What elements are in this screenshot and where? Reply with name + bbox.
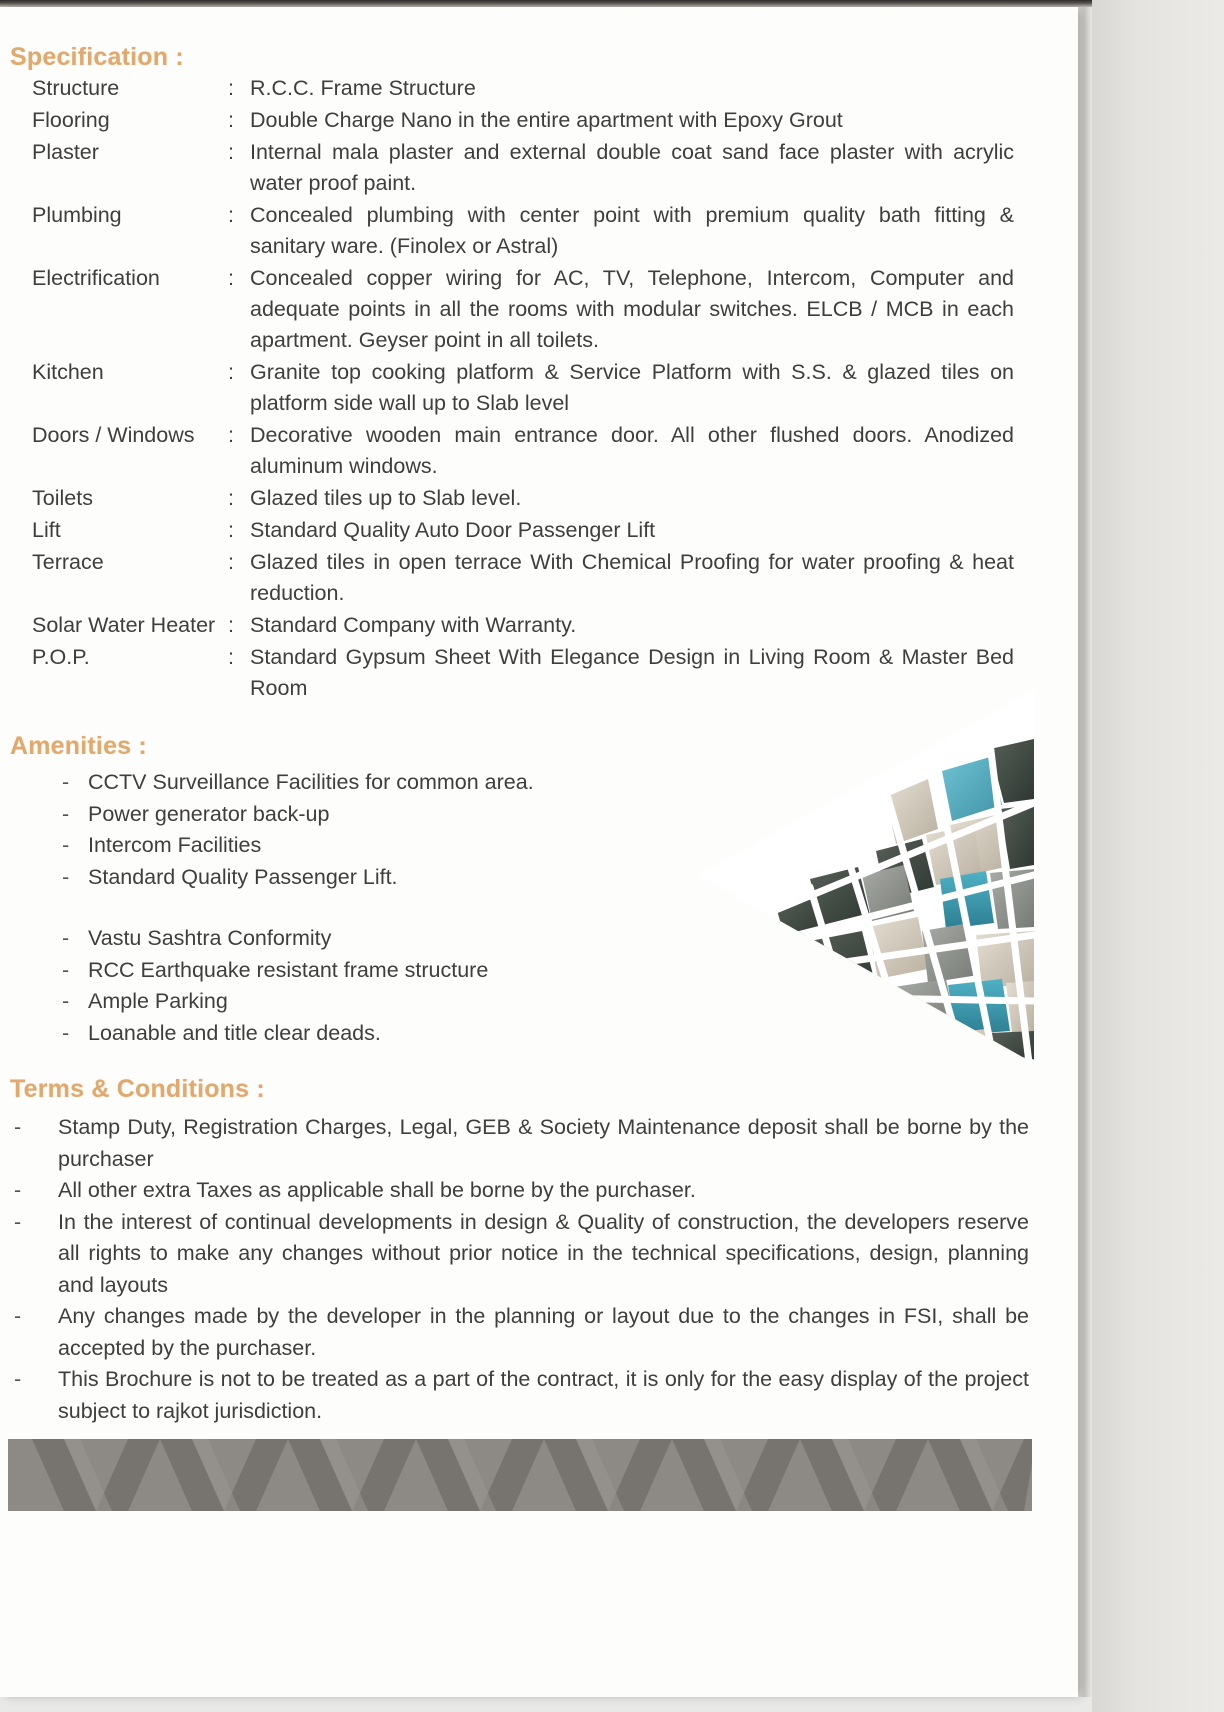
spec-colon: :: [228, 423, 234, 447]
scanner-top-shadow: [0, 0, 1224, 7]
bullet-dash: -: [14, 1304, 22, 1328]
table-row: [10, 136, 1020, 199]
spec-colon: :: [228, 645, 234, 669]
spec-colon: :: [228, 108, 234, 132]
bullet-dash: -: [62, 1020, 70, 1045]
bullet-dash: -: [14, 1367, 22, 1391]
spec-label: Doors / Windows: [32, 423, 195, 447]
list-item: [10, 923, 650, 955]
list-item-label: Ample Parking: [88, 989, 228, 1013]
list-item-label: Any changes made by the developer in the planning or layout due to the changes in FSI, shall be accepted by the purchaser.: [58, 1304, 1029, 1360]
table-row: [10, 104, 1020, 136]
bullet-dash: -: [62, 957, 70, 982]
bullet-dash: -: [62, 801, 70, 826]
footer-chevron-band: [8, 1439, 1032, 1511]
list-item-label: Loanable and title clear deads.: [88, 1020, 381, 1045]
list-item: [10, 1018, 650, 1050]
list-item: [10, 767, 650, 799]
spec-label: P.O.P.: [32, 645, 90, 669]
specification-section: [10, 43, 1050, 704]
list-item-label: This Brochure is not to be treated as a part of the contract, it is only for the easy display of the project subject to rajkot jurisdiction.: [58, 1367, 1029, 1423]
table-row: [10, 72, 1020, 104]
table-row: [10, 419, 1020, 482]
spec-label: Structure: [32, 76, 120, 100]
table-row: [10, 546, 1020, 609]
spec-label: Flooring: [32, 108, 110, 132]
bullet-dash: -: [62, 833, 70, 857]
table-row: [10, 609, 1020, 641]
bullet-dash: -: [62, 926, 70, 950]
spec-value: Glazed tiles in open terrace With Chemical Proofing for water proofing & heat reduction.: [250, 550, 1014, 605]
list-gap: [10, 893, 650, 923]
spec-colon: :: [228, 613, 234, 637]
spec-colon: :: [228, 486, 234, 510]
list-item-label: All other extra Taxes as applicable shall be borne by the purchaser.: [58, 1178, 696, 1202]
spec-value: Standard Quality Auto Door Passenger Lift: [250, 518, 656, 542]
spec-colon: :: [228, 360, 234, 384]
list-item: [10, 1207, 1055, 1302]
spec-value: Granite top cooking platform & Service Platform with S.S. & glazed tiles on platform side wall up to Slab level: [250, 360, 1014, 415]
table-row: [10, 641, 1020, 704]
list-item: [10, 1112, 1055, 1175]
list-item: [10, 1175, 1055, 1207]
spec-colon: :: [228, 550, 234, 574]
list-item-label: Intercom Facilities: [88, 833, 262, 857]
spec-colon: :: [228, 266, 234, 290]
terms-list: [10, 1112, 1055, 1427]
spec-value: Internal mala plaster and external double coat sand face plaster with acrylic water proof paint.: [250, 140, 1014, 195]
brochure-page: [0, 7, 1078, 1697]
spec-label: Plaster: [32, 140, 99, 164]
specification-table: [10, 72, 1020, 704]
scan-background-gutter: [1092, 0, 1224, 1712]
chevron-pattern: [8, 1439, 1032, 1511]
spec-colon: :: [228, 140, 234, 164]
list-item-label: CCTV Surveillance Facilities for common area.: [88, 770, 534, 794]
spec-label: Toilets: [32, 486, 93, 510]
list-item-label: Vastu Sashtra Conformity: [88, 926, 332, 950]
table-row: [10, 199, 1020, 262]
spec-value: Double Charge Nano in the entire apartment with Epoxy Grout: [250, 108, 843, 132]
spec-label: Kitchen: [32, 360, 104, 384]
terms-and-conditions-section: [10, 1075, 1055, 1427]
list-item: [10, 1364, 1055, 1427]
list-item: [10, 986, 650, 1018]
spec-label: Terrace: [32, 550, 104, 574]
bullet-dash: -: [14, 1178, 22, 1202]
amenities-list: [10, 767, 650, 1049]
spec-label: Electrification: [32, 266, 160, 290]
list-item-label: Power generator back-up: [88, 801, 330, 826]
spec-value: R.C.C. Frame Structure: [250, 76, 476, 100]
fragmented-triangle-photo-collage: [690, 679, 1040, 1079]
list-item: [10, 1301, 1055, 1364]
spec-value: Glazed tiles up to Slab level.: [250, 486, 522, 510]
spec-value: Standard Company with Warranty.: [250, 613, 577, 637]
table-row: [10, 356, 1020, 419]
list-item-label: In the interest of continual developments in design & Quality of construction, the developers reserve all rights to make any changes without prior notice in the technical specifications, design, planning and layouts: [58, 1209, 1029, 1297]
spec-label: Lift: [32, 518, 61, 542]
list-item: [10, 799, 650, 831]
spec-value: Concealed copper wiring for AC, TV, Telephone, Intercom, Computer and adequate points in all the rooms with modular switches. ELCB / MCB in each apartment. Geyser point in all toilets.: [250, 266, 1014, 352]
collage-svg: [690, 679, 1040, 1079]
page-content: [0, 7, 1078, 1697]
bullet-dash: -: [14, 1115, 22, 1139]
bullet-dash: -: [62, 989, 70, 1013]
spec-value: Concealed plumbing with center point with premium quality bath fitting & sanitary ware. (Finolex or Astral): [250, 203, 1014, 258]
table-row: [10, 482, 1020, 514]
amenities-section: [10, 732, 650, 1049]
bullet-dash: -: [62, 864, 70, 889]
spec-value: Decorative wooden main entrance door. All other flushed doors. Anodized aluminum windows.: [250, 423, 1014, 478]
list-item: [10, 830, 650, 862]
spec-colon: :: [228, 518, 234, 542]
list-item: [10, 955, 650, 987]
spec-value: Standard Gypsum Sheet With Elegance Design in Living Room & Master Bed Room: [250, 645, 1014, 700]
bullet-dash: -: [14, 1209, 22, 1234]
list-item-label: Standard Quality Passenger Lift.: [88, 864, 398, 889]
spec-colon: :: [228, 203, 234, 227]
spec-colon: :: [228, 76, 234, 100]
spec-label: Plumbing: [32, 203, 122, 227]
terms-heading: Terms & Conditions :: [10, 1075, 265, 1103]
list-item-label: RCC Earthquake resistant frame structure: [88, 957, 489, 982]
table-row: [10, 262, 1020, 356]
bullet-dash: -: [62, 770, 70, 794]
list-item: [10, 862, 650, 894]
specification-heading: Specification :: [10, 43, 184, 71]
amenities-heading: Amenities :: [10, 732, 147, 760]
spec-label: Solar Water Heater: [32, 613, 216, 637]
table-row: [10, 514, 1020, 546]
list-item-label: Stamp Duty, Registration Charges, Legal, GEB & Society Maintenance deposit shall be borne by the purchaser: [58, 1115, 1029, 1171]
